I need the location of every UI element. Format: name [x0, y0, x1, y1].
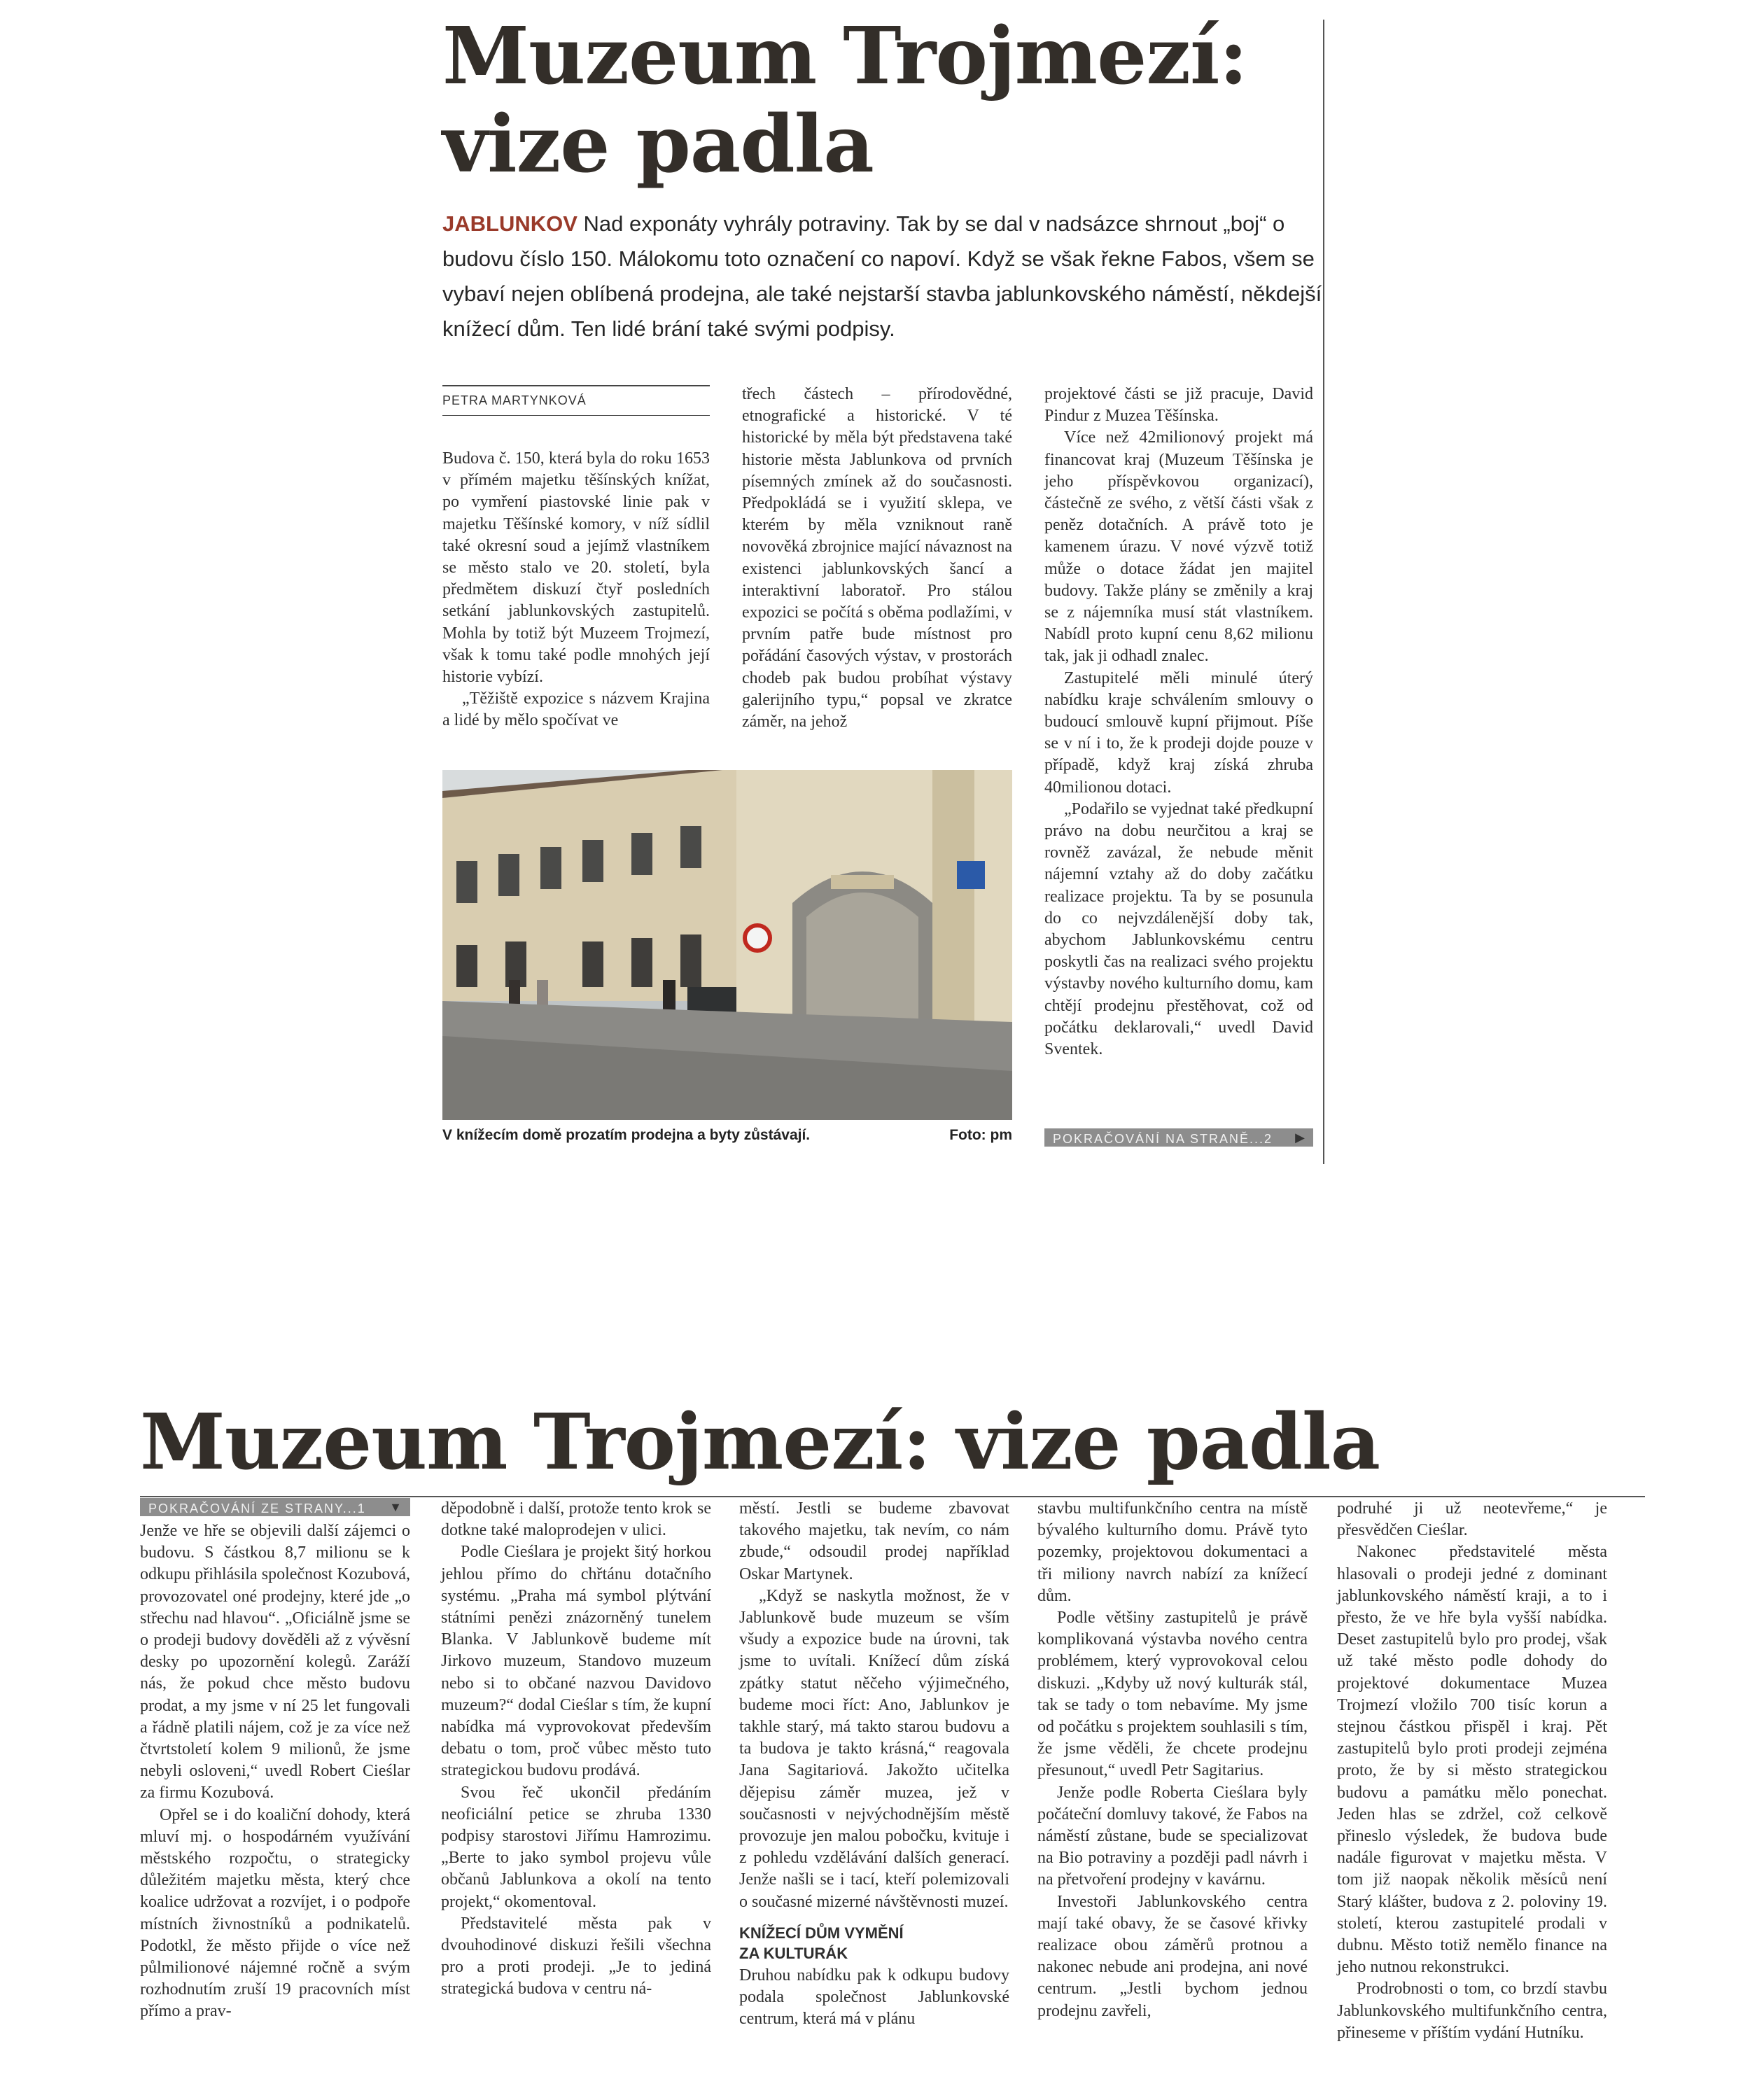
article1-column-1 [442, 448, 710, 732]
paragraph: Zastupitelé měli minulé úterý nabídku kraje schválením smlouvy o budoucí smlouvě kupní přijmout. Píše se v ní i to, že k prodeji dojde pouze v případě, když kraj získá zhruba 40milionou dotaci. [1044, 668, 1313, 797]
article1-lead [442, 206, 1324, 346]
article2-column-5 [1337, 1498, 1607, 2044]
paragraph: „Těžiště expozice s názvem Krajina a lidé by mělo spočívat ve [442, 690, 710, 730]
article1-caption [442, 1127, 1012, 1144]
continued-from-link[interactable] [140, 1498, 410, 1516]
title-rule [140, 1496, 1645, 1497]
photo-credit: Foto: pm [949, 1127, 1012, 1143]
paragraph: stavbu multifunkčního centra na místě bývalého kulturního domu. Právě tyto pozemky, projektovou dokumentaci a tři miliony navrch nabízí za knížecí dům. [1037, 1499, 1308, 1605]
article1-column-2 [742, 384, 1012, 733]
building-photo-illustration [442, 770, 1012, 1120]
article1-title-line1: Muzeum Trojmezí: [442, 10, 1247, 102]
paragraph: Investoři Jablunkovského centra mají také obavy, že se časové křivky realizace obou záměrů protnou a nakonec nebude ani prodejna, ani nové centrum. „Jestli bychom jednou prodejnu zavřeli, [1037, 1892, 1308, 2020]
paragraph: Budova č. 150, která byla do roku 1653 v přímém majetku těšínských knížat, po vymření piastovské linie pak v majetku Těšínské komory, v níž sídlil také okresní soud a jejímž vlastníkem se město stalo ve 20. století, byla předmětem diskuzí čtyř posledních setkání jablunkovských zastupitelů. Mohla by totiž být Muzeem Trojmezí, však k tomu také podle mnohých její historie vybízí. [442, 449, 710, 687]
triangle-right-icon: ▶ [1295, 1130, 1306, 1144]
paragraph: Nakonec představitelé města hlasovali o prodeji jedné z dominant jablunkovského náměstí kraji, a to i přesto, že ve hře byla vyšší nabídka. Deset zastupitelů bylo pro prodej, však už také město podle dohody do projektové dokumentace Muzea Trojmezí vložilo 700 tisíc korun a stejnou částkou přispěl i kraj. Pět zastupitelů bylo proti prodeji zejména proto, že by si město strategickou budovu a památku mělo ponechat. Jeden hlas se zdržel, což celkově přineslo výsledek, že budova bude nadále figurovat v majetku města. V tom již naopak několik měsíců není Starý klášter, budova z 2. poloviny 19. století, kterou zastupitelé prodali v dubnu. Město totiž nemělo finance na jeho nutnou rekonstrukci. [1337, 1543, 1607, 1977]
paragraph: Prodrobnosti o tom, co brzdí stavbu Jablunkovského multifunkčního centra, přineseme v příštím vydání Hutníku. [1337, 1980, 1607, 2042]
no-entry-sign-icon [745, 925, 770, 951]
continued-from-label: POKRAČOVÁNÍ ZE STRANY...1 [148, 1502, 366, 1516]
article1-title [442, 10, 1324, 190]
paragraph: Podle Cieślara je projekt šitý horkou jehlou přímo do chřtánu dotačního systému. „Praha má symbol plýtvání státními penězi znázorněný tunelem Blanka. V Jablunkově budeme mít Jirkovo muzeum, Standovo muzeum nebo si to občané nazvou Davidovo muzeum?“ dodal Cieślar s tím, že kupní nabídka má vyprovokovat především debatu o tom, proč vůbec město tuto strategickou budovu prodává. [441, 1543, 711, 1780]
photo-caption: V knížecím domě prozatím prodejna a byty zůstávají. [442, 1127, 811, 1143]
paragraph: projektové části se již pracuje, David Pindur z Muzea Těšínska. [1044, 385, 1313, 426]
article2-column-4 [1037, 1498, 1308, 2022]
paragraph: Jenže podle Roberta Cieślara byly počáteční domluvy takové, že Fabos na náměstí zůstane, bude se specializovat na Bio potraviny a později padl návrh i na přetvoření prodejny v kavárnu. [1037, 1783, 1308, 1889]
paragraph: Představitelé města pak v dvouhodinové diskuzi řešili všechna pro a proti prodeji. „Je to jediná strategická budova v centru ná- [441, 1914, 711, 1998]
article1-title-line2: vize padla [442, 99, 874, 190]
continued-on-link[interactable] [1044, 1128, 1313, 1147]
continued-on-label: POKRAČOVÁNÍ NA STRANĚ...2 [1053, 1132, 1273, 1146]
article1-lead-text: Nad exponáty vyhrály potraviny. Tak by se dal v nadsázce shrnout „boj“ o budovu číslo 150. Málokomu toto označení co napoví. Když se však řekne Fabos, všem se vybaví nejen oblíbená prodejna, ale také nejstarší stavba jablunkovského náměstí, někdejší knížecí dům. Ten lidé brání také svými podpisy. [442, 211, 1322, 341]
info-sign-icon [957, 861, 985, 889]
subhead-line2: ZA KULTURÁK [739, 1944, 848, 1962]
paragraph: Podle většiny zastupitelů je právě komplikovaná výstavba nového centra problémem, který vyprovokoval celou diskuzi. „Kdyby už nový kulturák stál, tak se tady o tom nebavíme. My jsme od počátku s projektem souhlasili s tím, že jsme věděli, že chcete prodejnu přesunout,“ uvedl Petr Sagitarius. [1037, 1609, 1308, 1780]
article1-location: JABLUNKOV [442, 211, 578, 236]
paragraph: Více než 42milionový projekt má financovat kraj (Muzeum Těšínska je jeho příspěvkovou organizací), částečně ze svého, z větší části však z peněz dotačních. A právě toto je kamenem úrazu. V nové výzvě totiž může o dotace žádat jen majitel budovy. Takže plány se změnily a kraj se z nájemníka musí stát vlastníkem. Nabídl proto kupní cenu 8,62 milionu tak, jak ji odhadl znalec. [1044, 428, 1313, 666]
paragraph: děpodobně i další, protože tento krok se dotkne také maloprodejen v ulici. [441, 1499, 711, 1540]
column-divider [1323, 20, 1324, 1164]
paragraph: „Podařilo se vyjednat také předkupní právo na dobu neurčitou a kraj se rovněž zavázal, že nebude měnit nájemní vztahy až do doby začátku realizace projektu. Ta by se posunula do co nejvzdálenější doby tak, abychom Jablunkovskému centru poskytli čas na realizaci svého projektu výstavby nového kulturního domu, kam chtějí prodejnu přestěhovat, což od počátku deklarovali,“ uvedl David Sventek. [1044, 799, 1313, 1059]
article1-byline: PETRA MARTYNKOVÁ [442, 385, 710, 416]
paragraph: podruhé ji už neotevřeme,“ je přesvědčen Cieślar. [1337, 1499, 1607, 1540]
article1-photo [442, 770, 1012, 1120]
subhead-line1: KNÍŽECÍ DŮM VYMĚNÍ [739, 1924, 904, 1942]
article2-subhead [739, 1923, 1009, 1963]
paragraph: třech částech – přírodovědné, etnografické a historické. V té historické by měla být představena také historie města Jablunkova od prvních písemných zmínek až do současnosti. Předpokládá se i využití sklepa, ve kterém by měla vzniknout raně novověká zbrojnice mající návaznost na existenci jablunkovských šancí a interaktivní laboratoř. Pro stálou expozici se počítá s oběma podlažími, v prvním patře bude místnost pro pořádání časových výstav, v prostorách chodeb pak budou probíhat výstavy galerijního typu,“ popsal ve zkratce záměr, na jehož [742, 385, 1012, 732]
paragraph: Svou řeč ukončil předáním neoficiální petice se zhruba 1330 podpisy starostovi Jiřímu Hamrozimu. „Berte to jako symbol projevu vůle občanů Jablunkova a okolí na tento projekt,“ okomentoval. [441, 1783, 711, 1911]
article2-column-3 [739, 1498, 1009, 2030]
article1-column-3 [1044, 384, 1313, 1060]
paragraph: „Když se naskytla možnost, že v Jablunkově bude muzeum se vším všudy a expozice bude na úrovni, tak jsme to uvítali. Knížecí dům získá zpátky statut něčeho výjimečného, budeme moci říct: Ano, Jablunkov je takhle starý, má takto starou budovu a ta budova je takto krásná,“ reagovala Jana Sagitariová. Jakožto učitelka dějepisu záměr muzea, jež v současnosti v nejvýchodnějším městě provozuje jen malou pobočku, kvituje i z pohledu vzdělávání dalších generací. Jenže našli se i tací, kteří polemizovali o současné mizerné návštěvnosti muzeí. [739, 1586, 1009, 1911]
triangle-down-icon: ▼ [389, 1500, 403, 1514]
article2-column-1 [140, 1520, 410, 2023]
paragraph: Druhou nabídku pak k odkupu budovy podala společnost Jablunkovské centrum, která má v plánu [739, 1966, 1009, 2029]
article2-title: Muzeum Trojmezí: vize padla [140, 1396, 1380, 1487]
paragraph: Jenže ve hře se objevili další zájemci o budovu. S částkou 8,7 milionu se k odkupu přihlásila společnost Kozubová, provozovatel oné prodejny, které jde „o střechu nad hlavou“. „Oficiálně jsme se o prodeji budovy dověděli až z vývěsní desky po upozornění kolegů. Zaráží nás, že pokud chce město budovu prodat, a my jsme v ní 25 let fungovali a řádně platili nájem, což je za více než čtvrtstoletí kolem 9 milionů, že jsme nebyli osloveni,“ uvedl Robert Cieślar za firmu Kozubová. [140, 1522, 410, 1802]
article2-column-2 [441, 1498, 711, 2001]
paragraph: Opřel se i do koaliční dohody, která mluví mj. o hospodárném využívání městského rozpočtu, o strategicky důležitém majetku města, který chce koalice udržovat a rozvíjet, i o podpoře místních živnostníků a podnikatelů. Podotkl, že město přijde o více než půlmilionové nájemné ročně a svým rozhodnutím zruší 19 pracovních míst přímo a prav- [140, 1805, 410, 2021]
paragraph: městí. Jestli se budeme zbavovat takového majetku, tak nevím, co nám zbude,“ odsoudil prodej například Oskar Martynek. [739, 1499, 1009, 1583]
